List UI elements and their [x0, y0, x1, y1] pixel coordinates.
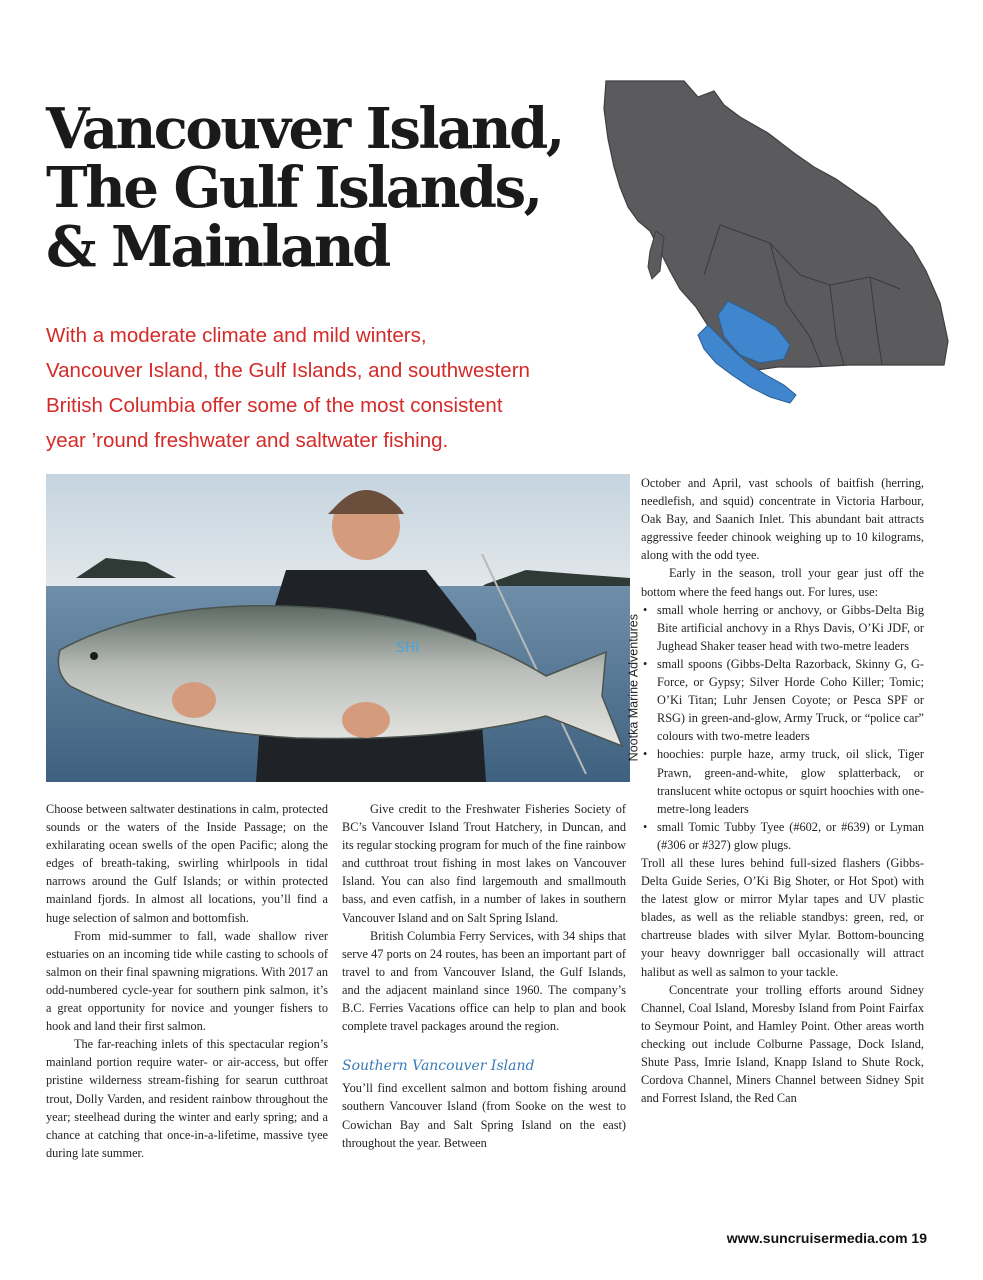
- lede-paragraph: [46, 318, 646, 458]
- paragraph: Choose between saltwater destinations in calm, protected sounds or the waters of the Inside Passage; on the exhilarating ocean swells of the open Pacific; along the edges of breath-taking, swirling whirlpools in tidal narrows around the Gulf Islands; or within protected mainland fjords. In almost all locations, you’ll find a huge selection of salmon and bottomfish.: [46, 802, 328, 925]
- photo-right-hand: [342, 702, 390, 738]
- paragraph: Troll all these lures behind full-sized flashers (Gibbs-Delta Guide Series, O’Ki Big Shoter, or Hot Spot) with the latest glow or mirror Mylar tapes and UV plastic blades, as well as the reliable standbys: green, red, or chartreuse blades with silver Mylar. Bottom-bouncing your heavy downrigger ball occasionally will attract halibut as well as salmon to your tackle.: [641, 855, 924, 979]
- list-item: • small spoons (Gibbs-Delta Razorback, Skinny G, G-Force, or Gypsy; Silver Horde Coho Killer; Tomic; O’Ki Titan; Luhr Jensen Coyote; or Pesca SPF or RSG) in green-and-glow, Army Truck, or “police car” colours with two-metre leaders: [641, 655, 924, 745]
- bc-region-map: [600, 75, 950, 415]
- photo-salmon-eye: [90, 652, 98, 660]
- text-column-3: [641, 474, 924, 1107]
- lede-line: Vancouver Island, the Gulf Islands, and southwestern: [46, 359, 530, 382]
- page-title: [46, 96, 606, 280]
- map-haida-gwaii: [648, 231, 664, 279]
- paragraph: You’ll find excellent salmon and bottom fishing around southern Vancouver Island (from Sooke on the west to Cowichan Bay and Salt Spring Island on the east) throughout the year. Between: [342, 1081, 626, 1150]
- text-column-1: [46, 800, 328, 1162]
- section-subheading: Southern Vancouver Island: [342, 1058, 535, 1075]
- angler-with-salmon-photo: [46, 474, 640, 782]
- lede-line: With a moderate climate and mild winters,: [46, 324, 427, 347]
- list-item: • hoochies: purple haze, army truck, oil slick, Tiger Prawn, green-and-white, glow splatterback, or translucent white octopus or squirt hoochies with one-metre-long leaders: [641, 745, 924, 817]
- paragraph: The far-reaching inlets of this spectacular region’s mainland portion require water- or air-access, but offer pristine wilderness stream-fishing for searun cutthroat trout, Dolly Varden, and resident rainbow throughout the year; steelhead during the winter and early spring; and a chance at catching that once-in-a-lifetime, massive tyee during late summer.: [46, 1037, 328, 1160]
- paragraph: Give credit to the Freshwater Fisheries Society of BC’s Vancouver Island Trout Hatchery, in Duncan, and its regular stocking program for much of the fine rainbow and cutthroat trout fishing in most lakes on Vancouver Island. You can also find largemouth and smallmouth bass, and even catfish, in a number of lakes in southern Vancouver Island and on Salt Spring Island.: [342, 802, 626, 925]
- photo-credit: Nootka Marine Adventures: [626, 614, 640, 762]
- lede-line: British Columbia offer some of the most consistent: [46, 394, 503, 417]
- page-footer: www.suncruisermedia.com 19: [726, 1230, 927, 1246]
- map-graphic: [600, 75, 950, 415]
- lede-line: year ’round freshwater and saltwater fishing.: [46, 429, 449, 452]
- lure-list: [641, 601, 924, 854]
- photo-illustration: [46, 474, 630, 782]
- paragraph: October and April, vast schools of baitfish (herring, needlefish, and squid) concentrate in Victoria Harbour, Oak Bay, and Saanich Inlet. This abundant bait attracts aggressive feeder chinook weighing up to 10 kilograms, along with the odd tyee.: [641, 476, 924, 563]
- title-line: Vancouver Island,: [46, 96, 563, 162]
- list-item: • small Tomic Tubby Tyee (#602, or #639) or Lyman (#306 or #327) glow plugs.: [641, 818, 924, 854]
- paragraph: Early in the season, troll your gear just off the bottom where the feed hangs out. For lures, use:: [641, 566, 924, 599]
- text-column-2: [342, 800, 626, 1152]
- list-item: • small whole herring or anchovy, or Gibbs-Delta Big Bite artificial anchovy in a Rhys Davis, O’Ki JDF, or Jughead Shaker teaser head with two-metre leaders: [641, 601, 924, 655]
- paragraph: British Columbia Ferry Services, with 34 ships that serve 47 ports on 24 routes, has been an important part of travel to and from Vancouver Island, the Gulf Islands, and the adjacent mainland since 1960. The company’s B.C. Ferries Vacations office can help to plan and book complete travel packages around the region.: [342, 928, 626, 1034]
- photo-shirt-logo: SHI: [396, 640, 420, 656]
- title-line: & Mainland: [46, 214, 389, 280]
- photo-left-hand: [172, 682, 216, 718]
- paragraph: Concentrate your trolling efforts around Sidney Channel, Coal Island, Moresby Island from Point Fairfax to Seymour Point, and Hamley Point. Other areas worth checking out include Colburne Passage, Dock Island, Shute Pass, Imrie Island, Knapp Island to Shute Rock, Cordova Channel, Miners Channel between Sidney Spit and Forrest Island, the Red Can: [641, 982, 924, 1106]
- paragraph: From mid-summer to fall, wade shallow river estuaries on an incoming tide while casting to schools of salmon on their final spawning migrations. With 2017 an odd-numbered cycle-year for southern pink salmon, it’s a great opportunity for novice and younger fishers to hook and land their first salmon.: [46, 928, 328, 1034]
- title-line: The Gulf Islands,: [46, 155, 541, 221]
